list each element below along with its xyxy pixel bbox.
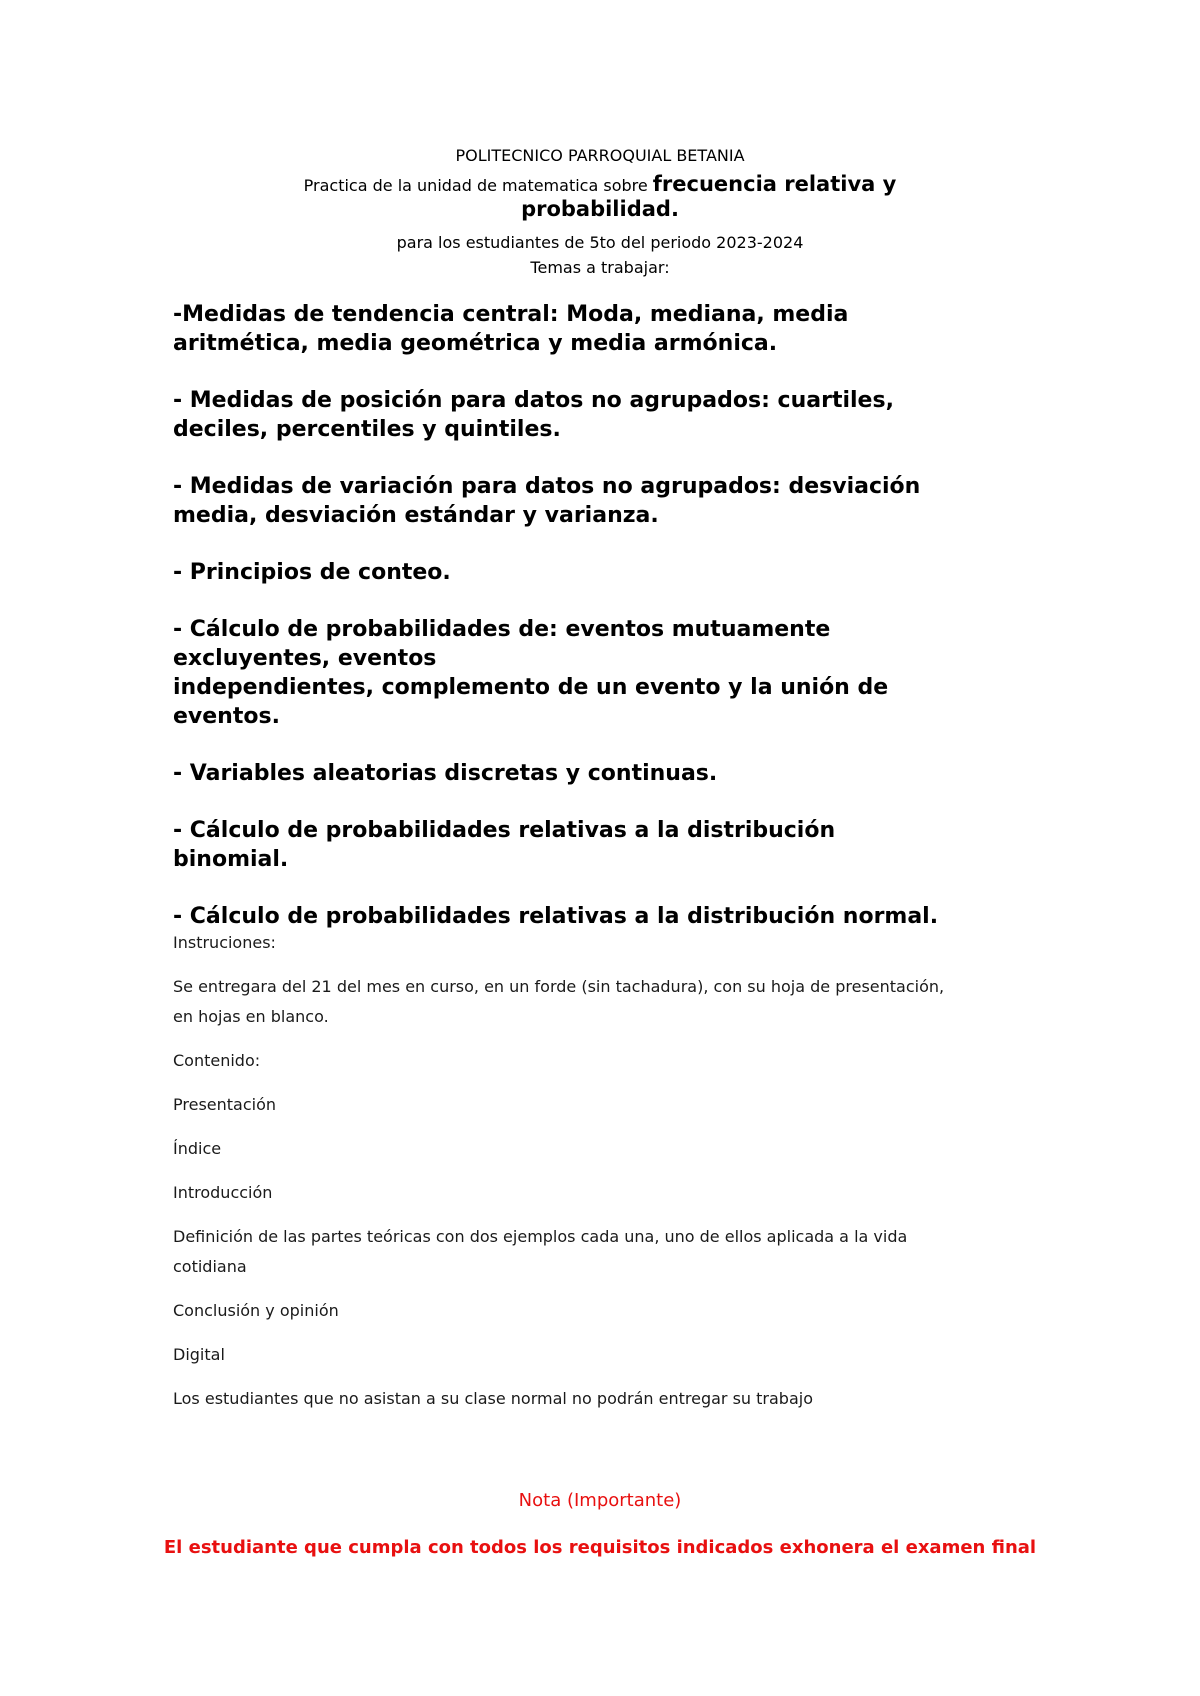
students-period: para los estudiantes de 5to del periodo 2023-2024 bbox=[396, 233, 804, 252]
topics-heading: Temas a trabajar: bbox=[530, 258, 670, 277]
content-item: Presentación bbox=[173, 1095, 277, 1114]
topic-item bbox=[173, 902, 1073, 931]
topic-line: - Medidas de posición para datos no agrupados: cuartiles, bbox=[173, 388, 894, 413]
conclusion-item: Conclusión y opinión bbox=[173, 1301, 339, 1320]
topic-line: - Principios de conteo. bbox=[173, 560, 451, 585]
delivery-text-continued: en hojas en blanco. bbox=[173, 1007, 329, 1026]
topic-line: - Cálculo de probabilidades relativas a la distribución bbox=[173, 818, 836, 843]
topic-line: aritmética, media geométrica y media armónica. bbox=[173, 331, 778, 356]
school-name: POLITECNICO PARROQUIAL BETANIA bbox=[455, 146, 745, 165]
instructions-title: Instruciones: bbox=[173, 933, 276, 952]
note-body: El estudiante que cumpla con todos los requisitos indicados exhonera el examen final bbox=[163, 1537, 1037, 1558]
practice-prefix: Practica de la unidad de matematica sobre bbox=[303, 176, 653, 195]
topic-item bbox=[173, 615, 1073, 731]
digital-item: Digital bbox=[173, 1345, 225, 1364]
topic-line: -Medidas de tendencia central: Moda, mediana, media bbox=[173, 302, 849, 327]
topic-line: independientes, complemento de un evento y la unión de bbox=[173, 675, 889, 700]
topic-line: - Cálculo de probabilidades de: eventos mutuamente bbox=[173, 617, 831, 642]
topic-line: media, desviación estándar y varianza. bbox=[173, 503, 659, 528]
topic-item bbox=[173, 816, 1073, 874]
topic-item bbox=[173, 558, 1073, 587]
instructions-section bbox=[173, 928, 1073, 1414]
topic-line: deciles, percentiles y quintiles. bbox=[173, 417, 561, 442]
practice-topic: frecuencia relativa y bbox=[652, 172, 897, 196]
attendance-text: Los estudiantes que no asistan a su clase normal no podrán entregar su trabajo bbox=[173, 1389, 813, 1408]
content-title: Contenido: bbox=[173, 1051, 261, 1070]
delivery-text: Se entregara del 21 del mes en curso, en un forde (sin tachadura), con su hoja de presentación, bbox=[173, 977, 945, 996]
practice-topic-continued: probabilidad. bbox=[521, 197, 679, 221]
topic-line: binomial. bbox=[173, 847, 289, 872]
definition-text: Definición de las partes teóricas con dos ejemplos cada una, uno de ellos aplicada a la vida bbox=[173, 1227, 908, 1246]
topic-line: excluyentes, eventos bbox=[173, 646, 437, 671]
topics-list bbox=[173, 300, 1073, 931]
topic-line: - Variables aleatorias discretas y continuas. bbox=[173, 761, 718, 786]
note-title: Nota (Importante) bbox=[518, 1490, 682, 1511]
topic-line: eventos. bbox=[173, 704, 280, 729]
topic-line: - Medidas de variación para datos no agrupados: desviación bbox=[173, 474, 921, 499]
content-item: Índice bbox=[173, 1139, 222, 1158]
topic-item bbox=[173, 472, 1073, 530]
content-item: Introducción bbox=[173, 1183, 273, 1202]
topic-item bbox=[173, 300, 1073, 358]
topic-item bbox=[173, 759, 1073, 788]
definition-text-continued: cotidiana bbox=[173, 1257, 247, 1276]
practice-title-line bbox=[0, 172, 1200, 196]
topic-line: - Cálculo de probabilidades relativas a la distribución normal. bbox=[173, 904, 939, 929]
topic-item bbox=[173, 386, 1073, 444]
